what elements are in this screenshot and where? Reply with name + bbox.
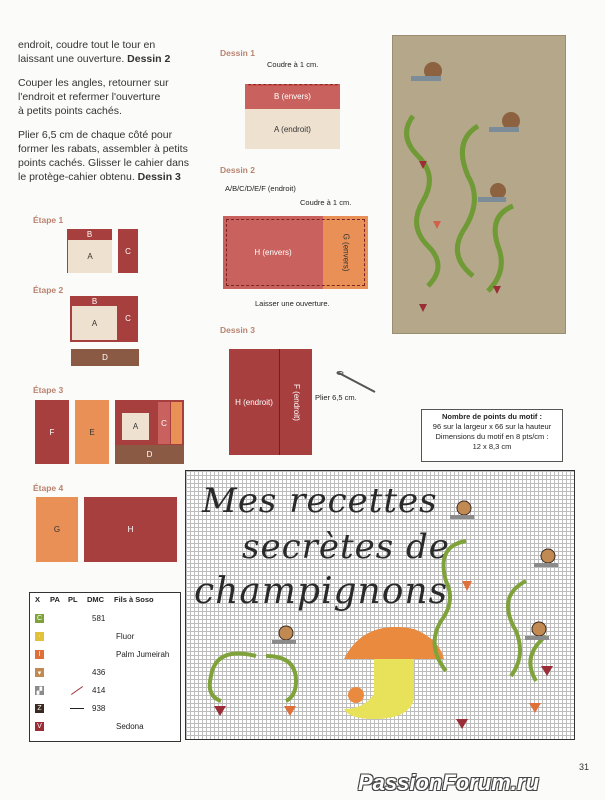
instructions-text: [18, 38, 198, 184]
legend-dmc: 581: [92, 614, 106, 623]
step3-e: E: [75, 400, 109, 464]
chart-line-2: secrètes de: [242, 527, 450, 567]
legend-line-icon: [70, 708, 84, 709]
etape-4-label: Étape 4: [33, 483, 64, 493]
chart-line-3: champignons: [194, 571, 449, 612]
legend-dmc: 938: [92, 704, 106, 713]
color-legend: [29, 592, 181, 742]
piece-c: C: [118, 229, 138, 273]
legend-row: [30, 700, 175, 717]
motif-info-l3: 12 x 8,3 cm: [472, 442, 512, 451]
dessin-1-label: Dessin 1: [220, 48, 255, 58]
dessin-1-note: Coudre à 1 cm.: [267, 60, 319, 69]
step3-c: C: [158, 402, 170, 444]
legend-symbol-icon: ·: [35, 632, 44, 641]
needle-icon: [335, 368, 377, 394]
dessin-3-f-label: F (endroit): [291, 383, 301, 421]
legend-symbol-icon: ▾: [35, 668, 44, 677]
step3-f: F: [35, 400, 69, 464]
mushroom-cap: [344, 627, 444, 659]
dessin-3-plier: Plier 6,5 cm.: [315, 393, 357, 402]
etape-1-label: Étape 1: [33, 215, 64, 225]
legend-row: [30, 682, 175, 699]
legend-soso: Palm Jumeirah: [116, 650, 170, 659]
legend-dmc: 436: [92, 668, 106, 677]
step4-h: H: [84, 497, 177, 562]
dessin-3-h: H (endroit): [229, 349, 279, 455]
para-3d: le protège-cahier obtenu. Dessin 3: [18, 171, 181, 183]
legend-header-pa: PA: [50, 595, 60, 604]
step3-e-strip: [171, 402, 182, 444]
legend-line-icon: [71, 686, 83, 695]
motif-info-l2: Dimensions du motif en 8 pts/cm :: [435, 432, 549, 441]
legend-row: [30, 646, 175, 663]
dessin-2-h: H (envers): [223, 216, 323, 289]
piece-a: A: [67, 240, 112, 273]
legend-header-pl: PL: [68, 595, 78, 604]
para-3c: points cachés. Glisser le cahier dans: [18, 157, 189, 169]
motif-info-box: [421, 409, 563, 462]
dessin-2-seam: [226, 219, 365, 286]
chart-line-1: Mes recettes: [202, 481, 438, 521]
piece-b: B: [67, 229, 112, 240]
small-mushroom: [348, 687, 364, 703]
legend-row: [30, 664, 175, 681]
step2-b: B: [72, 297, 117, 306]
para-2a: Couper les angles, retourner sur: [18, 77, 169, 89]
step2-a: A: [72, 306, 117, 340]
dessin-2-g-label: G (envers): [340, 233, 350, 272]
para-3a: Plier 6,5 cm de chaque côté pour: [18, 129, 173, 141]
step2-d: D: [71, 349, 139, 366]
step4-g: G: [36, 497, 78, 562]
legend-row: [30, 628, 175, 645]
legend-header-x: X: [35, 595, 41, 604]
legend-row: [30, 718, 175, 735]
legend-symbol-icon: Z: [35, 704, 44, 713]
step3-a: A: [122, 413, 149, 440]
cross-stitch-chart: [185, 470, 575, 740]
legend-header-dmc: DMC: [87, 595, 105, 604]
legend-header: [30, 595, 180, 608]
dessin-3-f: [279, 349, 312, 455]
step3-d: D: [115, 445, 184, 464]
etape-3-label: Étape 3: [33, 385, 64, 395]
dessin-1-seam: [248, 84, 338, 86]
page-number: 31: [579, 762, 590, 772]
legend-row: [30, 610, 175, 627]
legend-header-soso: Fils à Soso: [114, 595, 154, 604]
watermark: PassionForum.ru: [358, 770, 539, 795]
embroidery-photo: [392, 35, 566, 334]
para-3b: former les rabats, assembler à petits: [18, 143, 188, 155]
legend-soso: Fluor: [116, 632, 135, 641]
legend-symbol-icon: V: [35, 722, 44, 731]
legend-symbol-icon: ▞: [36, 687, 43, 695]
dessin-2-note: Coudre à 1 cm.: [300, 198, 352, 207]
legend-soso: Sedona: [116, 722, 144, 731]
motif-info-l1: 96 sur la largeur x 66 sur la hauteur: [432, 422, 552, 431]
etape-2-label: Étape 2: [33, 285, 64, 295]
dessin-2-label: Dessin 2: [220, 165, 255, 175]
dessin-2-opening: Laisser une ouverture.: [255, 299, 330, 308]
legend-dmc: 414: [92, 686, 106, 695]
step2-c: C: [119, 297, 137, 340]
legend-symbol-icon: I: [35, 650, 44, 659]
dessin-1-a: A (endroit): [245, 109, 340, 149]
para-2c: à petits points cachés.: [18, 105, 122, 117]
chart-motifs: [186, 471, 574, 739]
dessin-3-label: Dessin 3: [220, 325, 255, 335]
legend-symbol-icon: C: [36, 615, 43, 622]
photo-embroidery-art: [393, 36, 565, 333]
para-1a: endroit, coudre tout le tour en: [18, 39, 156, 51]
para-2b: l'endroit et refermer l'ouverture: [18, 91, 161, 103]
dessin-1-b: B (envers): [245, 84, 340, 109]
motif-info-title: Nombre de points du motif :: [442, 412, 542, 421]
para-1b: laissant une ouverture. Dessin 2: [18, 53, 171, 65]
dessin-2-top: A/B/C/D/E/F (endroit): [225, 184, 296, 193]
